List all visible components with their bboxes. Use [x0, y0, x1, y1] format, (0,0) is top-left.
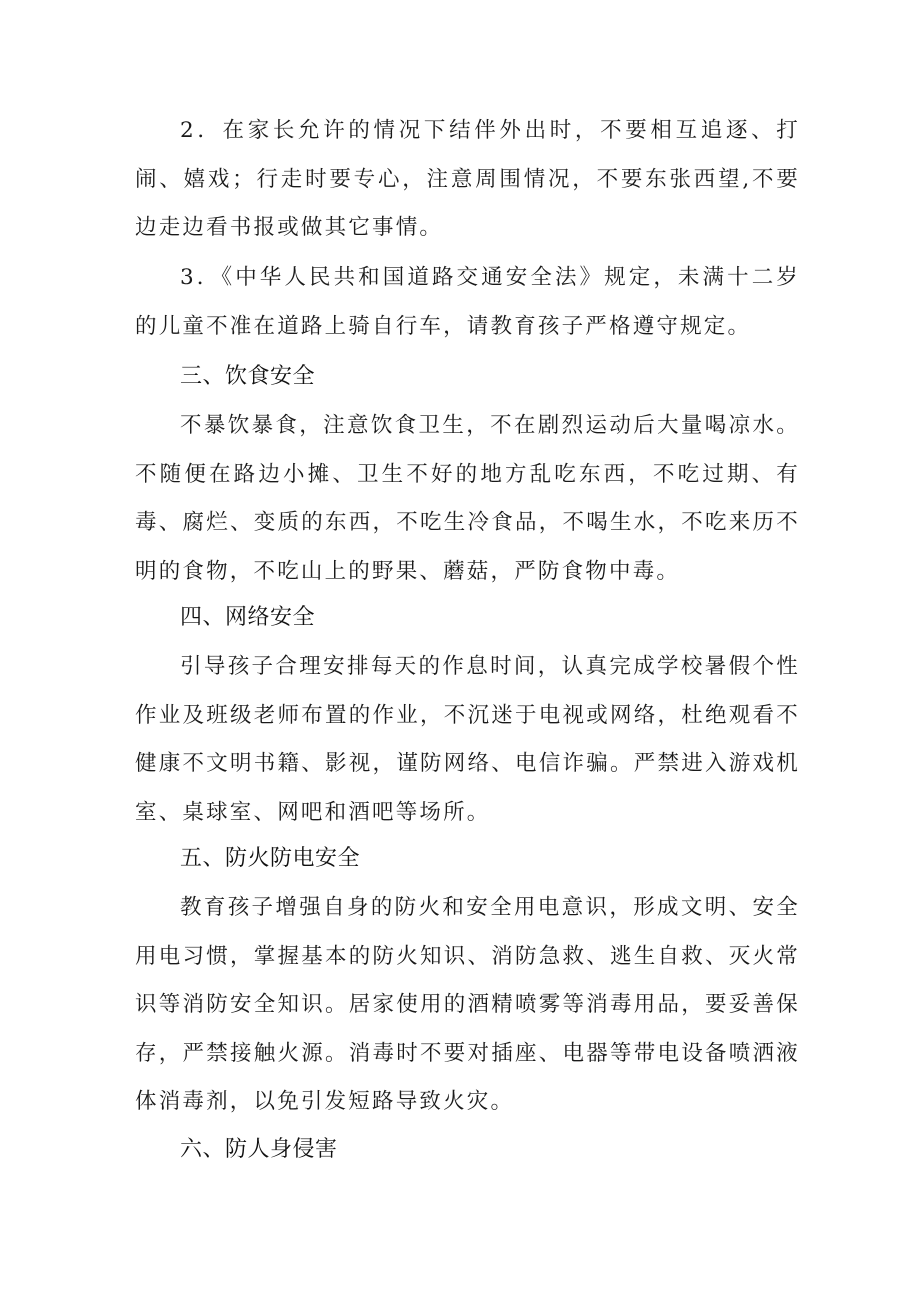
heading-food-safety: 三、饮食安全	[180, 364, 316, 389]
paragraph-fire-electric-safety: 教育孩子增强自身的防火和安全用电意识，形成文明、安全用电习惯，掌握基本的防火知识、消防急救、逃生自救、灭火常识等消防安全知识。居家使用的酒精喷雾等消毒用品，要妥善保存，严禁接触火源。消毒时不要对插座、电器等带电设备喷洒液体消毒剂，以免引发短路导致火灾。	[135, 895, 800, 1114]
heading-personal-safety: 六、防人身侵害	[180, 1137, 338, 1162]
paragraph-traffic-law: 3．《中华人民共和国道路交通安全法》规定，未满十二岁的儿童不准在道路上骑自行车，请教育孩子严格遵守规定。	[135, 265, 800, 339]
heading-fire-electric-safety: 五、防火防电安全	[180, 846, 361, 871]
heading-network-safety: 四、网络安全	[180, 605, 316, 630]
paragraph-walking-safety: 2．在家长允许的情况下结伴外出时，不要相互追逐、打闹、嬉戏；行走时要专心，注意周围情况，不要东张西望,不要边走边看书报或做其它事情。	[135, 118, 800, 240]
paragraph-network-safety: 引导孩子合理安排每天的作息时间，认真完成学校暑假个性作业及班级老师布置的作业，不沉迷于电视或网络，杜绝观看不健康不文明书籍、影视，谨防网络、电信诈骗。严禁进入游戏机室、桌球室、网吧和酒吧等场所。	[135, 654, 800, 825]
paragraph-food-safety: 不暴饮暴食，注意饮食卫生，不在剧烈运动后大量喝凉水。不随便在路边小摊、卫生不好的地方乱吃东西，不吃过期、有毒、腐烂、变质的东西，不吃生冷食品，不喝生水，不吃来历不明的食物，不吃山上的野果、蘑菇，严防食物中毒。	[135, 413, 800, 584]
